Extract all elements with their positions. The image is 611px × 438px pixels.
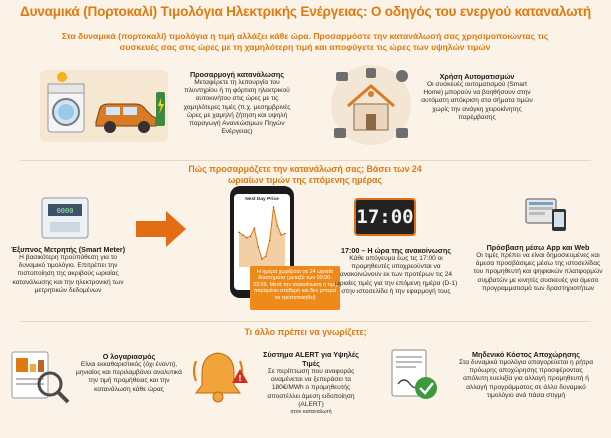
chart-title: Next Day Price <box>245 197 279 202</box>
automation-heading: Χρήση Αυτοματισμών <box>439 72 515 81</box>
sun-icon <box>57 72 67 82</box>
meter-text: Η βασικότερη προϋπόθεση για το δυναμικό τιμολόγιο. Επιτρέπει την πιστοποίηση της ακριβούς ωριαίας κατανάλωσης και την ηλεκτρονική των μετρητικών δεδομένων <box>12 254 124 294</box>
divider <box>20 160 591 161</box>
price-point-9 <box>273 206 275 208</box>
smart-meter-icon <box>36 196 94 240</box>
contract-check-icon <box>386 346 444 404</box>
svg-text:0000: 0000 <box>56 207 74 215</box>
bill-text: Είναι εκκαθαριστικός (όχι έναντι), μηνιαίος και περιλαμβάνει αναλυτικά την τιμή προμήθειας και την κατανάλωση κάθε ώρας <box>76 361 182 393</box>
price-note-box <box>250 266 340 310</box>
price-point-10 <box>277 225 279 227</box>
price-point-6 <box>261 258 263 260</box>
bill-heading: Ο λογαριασμός <box>102 352 156 361</box>
price-point-3 <box>250 236 252 238</box>
adjust-text: Μεταφέρετε τη λειτουργία του πλυντηρίου ή τη φόρτιση ηλεκτρικού αυτοκινήτου στις ώρες με τις χαμηλότερες τιμές (π.χ. μεσημβρινές ώρες με χαμηλή ζήτηση και υψηλή παραγωγή Ανανεώσιμων Πηγών Ενέργειας) <box>183 79 291 136</box>
washing-machine-icon <box>48 84 84 132</box>
exit-heading: Μηδενικό Κόστος Αποχώρησης <box>471 350 581 359</box>
alert-text: Σε περίπτωση που αναφοράς αναμένεται να ξεπεράσει τα 180€/MWh ο προμηθευτής αποστέλλει άμεση ειδοποίηση (ALERT) <box>267 368 355 408</box>
automation-block <box>418 72 536 122</box>
meter-heading: Έξυπνος Μετρητής (Smart Meter) <box>10 245 126 254</box>
bill-magnifier-icon <box>6 348 70 406</box>
smart-home-illustration <box>330 64 412 146</box>
price-point-7 <box>265 256 267 258</box>
clock-heading: 17:00 – Η ώρα της ανακοίνωσης <box>341 246 451 255</box>
adjust-heading: Προσαρμογή κατανάλωσης <box>189 70 285 79</box>
price-point-11 <box>280 234 282 236</box>
price-point-1 <box>242 234 244 236</box>
washer-ev-illustration <box>40 70 168 142</box>
alert-heading: Σύστημα ALERT για Υψηλές Τιμές <box>263 350 359 368</box>
price-point-0 <box>238 232 240 234</box>
clock-block <box>334 246 458 296</box>
meter-block <box>8 245 128 295</box>
web-block <box>472 243 604 293</box>
web-heading: Πρόσβαση μέσω App και Web <box>486 243 590 252</box>
price-point-8 <box>269 240 271 242</box>
exit-block <box>456 350 596 400</box>
arrow-right-icon <box>136 211 186 247</box>
alert-block <box>256 350 366 416</box>
price-point-4 <box>254 228 256 230</box>
alert-small: στον καταναλωτή <box>290 409 332 416</box>
alert-bell-icon <box>190 347 250 405</box>
page-title: Δυναμικά (Πορτοκαλί) Τιμολόγια Ηλεκτρικής Ενέργειας: Ο οδηγός του ενεργού καταναλωτή <box>20 4 591 19</box>
charger-icon <box>156 92 165 126</box>
automation-text: Οι συσκευές αυτοματισμού (Smart Home) μπορούν να βοηθήσουν στην αυτόματη απόκριση στα σήματα τιμών χωρίς την ανάγκη χειροκίνητης παρέμβασης <box>421 81 533 121</box>
clock-text: Κάθε απόγευμα έως τις 17:00 οι προμηθευτές υποχρεούνται να ανακοινώνουν εκ των προτέρων τις 24 ωριαίες τιμές για την επόμενη ημέρα (D-1) στην ιστοσελίδα ή την εφαρμογή τους <box>334 255 458 295</box>
price-point-12 <box>284 233 286 235</box>
adjust-block <box>178 70 296 136</box>
app-web-icon <box>524 193 568 233</box>
price-chart <box>236 204 288 270</box>
web-text: Οι τιμές πρέπει να είναι δημοσιευμένες και άμεσα προσβάσιμες μέσω της ιστοσελίδας του προμηθευτή και ψηφιακών πλατφορμών συμβατών με κινητές συσκευές για άμεσο προγραμματισμό των δραστηριοτήτων <box>473 252 603 292</box>
clock-display: 17:00 <box>354 198 416 236</box>
svg-text:!: ! <box>238 374 242 383</box>
exit-text: Στα δυναμικά τιμολόγια απαγορεύεται η ρήτρα πρόωρης αποχώρησης προσφέροντας απόλυτη ευελιξία για αλλαγή προμηθευτή ή αλλαγή προγράμματος σε άλλο δυναμικό τιμολόγιο ανά πάσα στιγμή <box>458 359 594 399</box>
wifi-icon <box>368 91 374 97</box>
price-note: Η ημέρα χωρίζεται σε 24 ωριαία διαστήματα (μεταξύ των 00:00-23:59. Μετά την ανακοίνωση η τιμή παραμένει σταθερή και δεν μπορεί να τροποποιηθεί) <box>253 269 337 301</box>
bill-block <box>74 352 184 394</box>
divider <box>20 321 591 322</box>
section3-title: Τι άλλο πρέπει να γνωρίζετε; <box>244 327 367 337</box>
price-point-2 <box>246 237 248 239</box>
section2-title: Πώς προσαρμόζετε την κατανάλωσή σας; Βάσει των 24 ωριαίων τιμών της επόμενης ημέρας <box>188 164 422 185</box>
price-point-5 <box>257 246 259 248</box>
intro-text: Στα δυναμικά (πορτοκαλί) τιμολόγια η τιμή αλλάζει κάθε ώρα. Προσαρμόστε την κατανάλωσή σας χρησιμοποιώντας τις συσκευές σας στις ώρες με τη χαμηλότερη τιμή και αποφύγετε τις ώρες των υψηλών τιμών <box>61 31 549 52</box>
